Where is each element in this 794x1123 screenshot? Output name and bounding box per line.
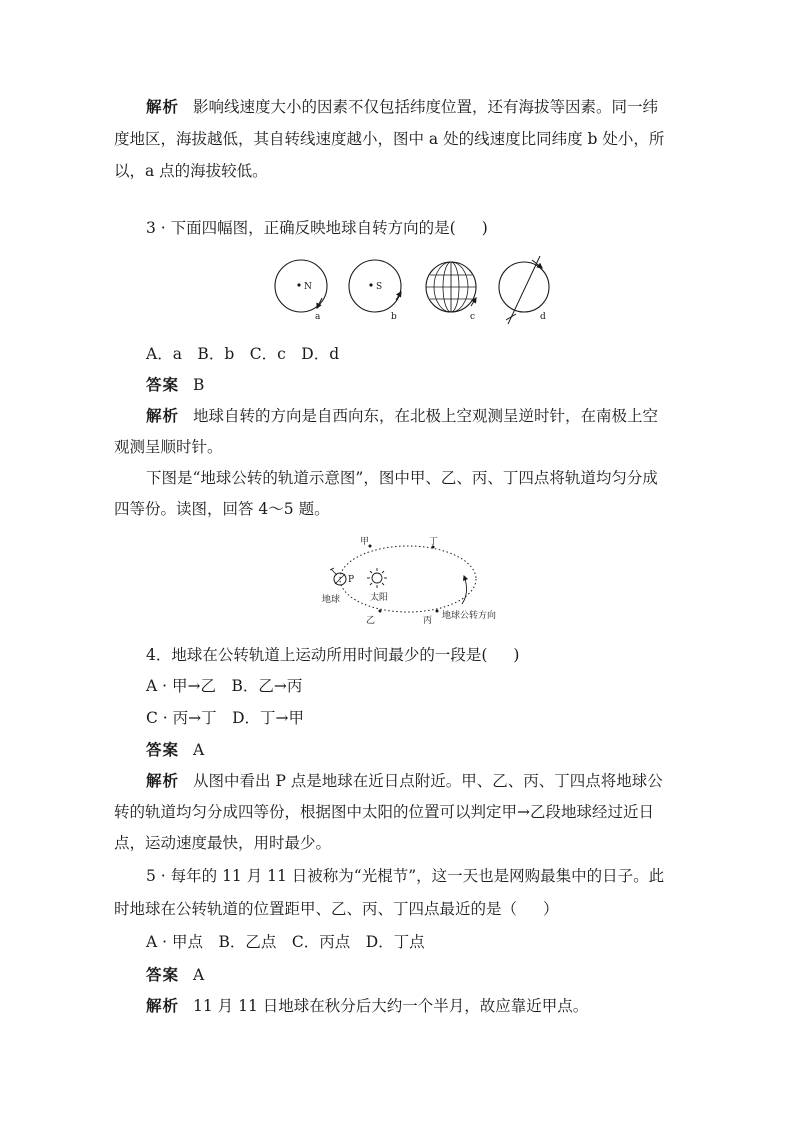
figure-label-a: a xyxy=(315,312,321,322)
answer-label: 答案 xyxy=(146,375,180,394)
q4-options-line-1: A · 甲→乙 B．乙→丙 xyxy=(146,677,303,695)
sun-label: 太阳 xyxy=(370,593,389,603)
explanation-text: 从图中看出 P 点是地球在近日点附近。甲、乙、丙、丁四点将地球公 xyxy=(193,772,663,790)
sun-icon xyxy=(367,568,387,588)
q3-rotation-figure xyxy=(270,256,560,330)
q4-stem-close: ) xyxy=(513,646,520,664)
q4-options-line-2: C · 丙→丁 D．丁→甲 xyxy=(146,709,305,727)
passage-line-2: 四等份。读图，回答 4～5 题。 xyxy=(114,500,330,518)
arrow-icon xyxy=(506,314,516,320)
q4-answer xyxy=(146,740,204,760)
q3-stem-text: 3 · 下面四幅图，正确反映地球自转方向的是( xyxy=(146,219,456,237)
passage-line-1: 下图是“地球公转的轨道示意图”，图中甲、乙、丙、丁四点将轨道均匀分成 xyxy=(146,469,658,487)
q4-explanation-line-2: 转的轨道均匀分成四等份，根据图中太阳的位置可以判定甲→乙段地球经过近日 xyxy=(114,803,654,821)
earth-icon xyxy=(330,568,346,585)
explanation-label: 解析 xyxy=(146,406,180,425)
globe-d xyxy=(499,256,549,324)
point-p-label: P xyxy=(348,575,355,585)
explanation-text: 影响线速度大小的因素不仅包括纬度位置，还有海拔等因素。同一纬 xyxy=(193,98,659,116)
orbit-figure xyxy=(316,534,516,624)
pole-n-label: N xyxy=(304,282,312,292)
globe-a xyxy=(275,260,327,322)
q5-explanation xyxy=(146,996,588,1016)
explanation-text: 11 月 11 日地球在秋分后大约一个半月，故应靠近甲点。 xyxy=(193,997,589,1015)
q5-stem-line-1: 5 · 每年的 11 月 11 日被称为“光棍节”，这一天也是网购最集中的日子。此 xyxy=(146,867,665,885)
figure-label-c: c xyxy=(470,312,476,322)
answer-value: A xyxy=(193,741,205,759)
q5-stem-text: 时地球在公转轨道的位置距甲、乙、丙、丁四点最近的是（ xyxy=(114,900,518,918)
intro-explanation-line-2: 度地区，海拔越低，其自转线速度越小，图中 a 处的线速度比同纬度 b 处小，所 xyxy=(114,130,665,148)
q3-explanation-line-2: 观测呈顺时针。 xyxy=(114,438,223,456)
point-jia-label: 甲 xyxy=(360,537,370,547)
q5-stem-close: ） xyxy=(543,900,559,918)
q5-answer xyxy=(146,965,204,985)
answer-label: 答案 xyxy=(146,740,180,759)
orbit-path xyxy=(340,546,476,612)
arrow-icon xyxy=(396,292,401,300)
earth-label: 地球 xyxy=(322,595,341,605)
q4-explanation-line-3: 点，运动速度最快，用时最少。 xyxy=(114,834,332,852)
globe-c xyxy=(426,262,476,322)
q5-stem-line-2 xyxy=(114,899,559,919)
explanation-label: 解析 xyxy=(146,996,180,1015)
answer-value: A xyxy=(193,966,205,984)
explanation-label: 解析 xyxy=(146,771,180,790)
q3-stem-close: ) xyxy=(481,219,488,237)
q3-stem xyxy=(146,218,488,238)
globe-b xyxy=(349,260,401,322)
explanation-text: 地球自转的方向是自西向东，在北极上空观测呈逆时针，在南极上空 xyxy=(193,407,659,425)
point-ding-label: 丁 xyxy=(429,537,439,547)
point-bing-label: 丙 xyxy=(423,616,433,626)
q4-explanation-line-1 xyxy=(146,771,663,791)
point-yi-label: 乙 xyxy=(366,616,376,626)
direction-label: 地球公转方向 xyxy=(442,611,497,621)
pole-s-label: S xyxy=(376,282,383,292)
q4-stem xyxy=(146,645,519,665)
intro-explanation-line-1 xyxy=(146,97,658,117)
q5-options: A · 甲点 B．乙点 C．丙点 D．丁点 xyxy=(146,933,425,951)
intro-explanation-line-3: 以，a 点的海拔较低。 xyxy=(114,162,268,180)
q3-answer xyxy=(146,375,204,395)
arrow-icon xyxy=(462,576,467,604)
answer-value: B xyxy=(193,376,205,394)
explanation-label: 解析 xyxy=(146,97,180,116)
q4-stem-text: 4．地球在公转轨道上运动所用时间最少的一段是( xyxy=(146,646,488,664)
answer-label: 答案 xyxy=(146,965,180,984)
q3-explanation-line-1 xyxy=(146,406,658,426)
q3-options: A．a B．b C．c D．d xyxy=(146,345,340,363)
figure-label-b: b xyxy=(391,312,397,322)
figure-label-d: d xyxy=(540,312,546,322)
